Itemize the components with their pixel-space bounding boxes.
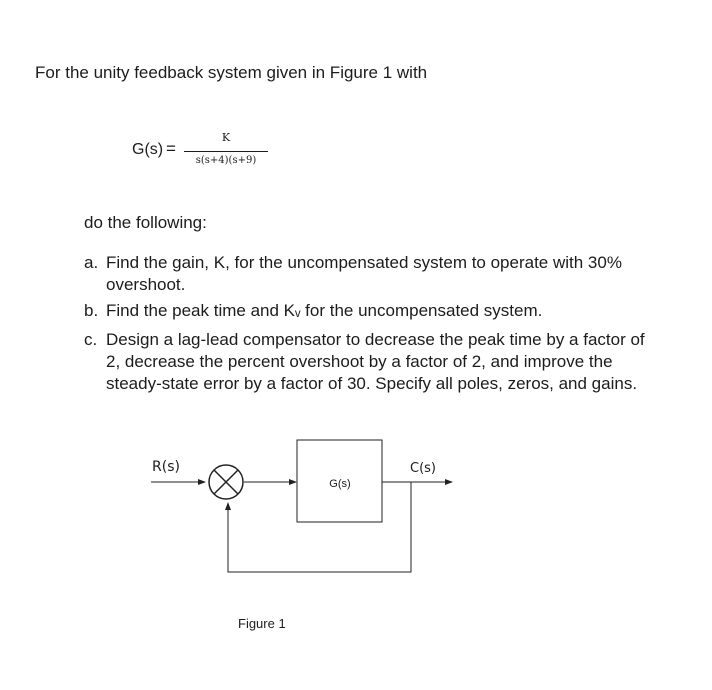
- task-item-line: Design a lag-lead compensator to decrease the peak time by a factor of: [106, 330, 645, 349]
- task-item-marker: a.: [84, 253, 99, 272]
- task-item-line: 2, decrease the percent overshoot by a factor of 2, and improve the: [106, 352, 613, 371]
- task-lead-in: do the following:: [84, 213, 207, 232]
- figure-caption: Figure 1: [238, 616, 286, 631]
- plant-block-label: G(s): [329, 478, 351, 490]
- task-item-marker: c.: [84, 330, 98, 349]
- output-label: C(s): [410, 461, 436, 476]
- equation-denominator: s(s+4)(s+9): [195, 155, 257, 166]
- task-item-marker: b.: [84, 301, 99, 320]
- equation-numerator: K: [221, 131, 231, 144]
- task-item-line: Find the gain, K, for the uncompensated system to operate with 30%: [106, 253, 622, 272]
- task-item-line: steady-state error by a factor of 30. Specify all poles, zeros, and gains.: [106, 374, 638, 393]
- summing-junction: [209, 465, 243, 499]
- task-item-line: overshoot.: [106, 275, 186, 294]
- equation-lhs: G(s): [132, 141, 164, 158]
- task-item-line: Find the peak time and Kᵥ for the uncompensated system.: [106, 301, 543, 320]
- input-label: R(s): [152, 459, 180, 475]
- equation-equals-sign: =: [166, 139, 176, 158]
- problem-intro: For the unity feedback system given in Figure 1 with: [35, 63, 428, 82]
